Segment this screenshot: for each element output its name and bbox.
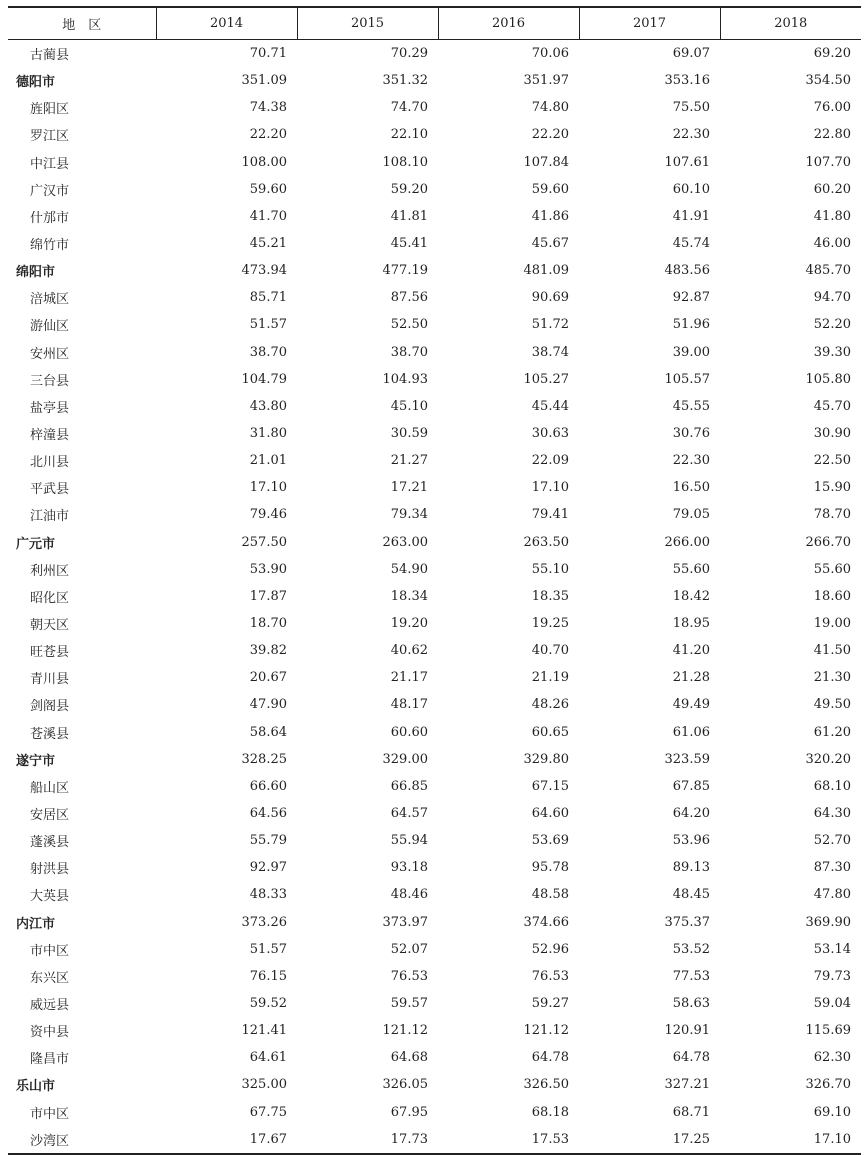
value-cell: 31.80	[249, 426, 287, 442]
value-cell: 76.53	[390, 968, 428, 984]
region-name: 沙湾区	[8, 1126, 156, 1154]
value-cell: 55.60	[813, 561, 851, 577]
county-row	[8, 40, 861, 68]
value-cell: 17.10	[249, 480, 287, 496]
value-cell: 92.97	[249, 860, 287, 876]
value-cell: 53.52	[672, 941, 710, 957]
value-cell: 16.50	[672, 480, 710, 496]
value-cell: 326.05	[382, 1077, 428, 1093]
city-row	[8, 746, 861, 773]
value-cell: 257.50	[241, 534, 287, 550]
region-name: 梓潼县	[30, 428, 70, 444]
value-cell: 108.10	[382, 154, 428, 170]
value-cell: 52.96	[531, 941, 569, 957]
value-cell: 67.75	[249, 1104, 287, 1120]
region-name: 市中区	[30, 1106, 70, 1122]
value-cell: 41.70	[249, 208, 287, 224]
region-name: 旌阳区	[30, 102, 70, 118]
county-row	[8, 501, 861, 528]
value-cell: 17.10	[531, 480, 569, 496]
value-cell: 375.37	[664, 914, 710, 930]
value-cell: 60.60	[390, 724, 428, 740]
value-cell: 19.25	[531, 616, 569, 632]
value-cell: 40.70	[531, 643, 569, 659]
region-name: 剑阁县	[30, 699, 70, 715]
value-cell: 17.21	[390, 480, 428, 496]
value-cell: 79.34	[390, 507, 428, 523]
value-cell: 108.00	[241, 154, 287, 170]
value-cell: 21.01	[249, 453, 287, 469]
value-cell: 41.80	[813, 208, 851, 224]
value-cell: 351.97	[523, 73, 569, 89]
value-cell: 51.57	[249, 317, 287, 333]
region-name: 隆昌市	[30, 1052, 70, 1068]
value-cell: 373.26	[241, 914, 287, 930]
value-cell: 48.58	[531, 887, 569, 903]
region-name: 遂宁市	[16, 753, 56, 769]
county-row	[8, 881, 861, 908]
value-cell: 328.25	[241, 751, 287, 767]
region-name: 青川县	[30, 672, 70, 688]
value-cell: 320.20	[805, 751, 851, 767]
region-name: 游仙区	[30, 319, 70, 335]
county-row	[8, 1126, 861, 1154]
value-cell: 68.71	[672, 1104, 710, 1120]
value-cell: 51.57	[249, 941, 287, 957]
value-cell: 92.87	[672, 290, 710, 306]
county-row	[8, 800, 861, 827]
value-cell: 52.70	[813, 833, 851, 849]
value-cell: 93.18	[390, 860, 428, 876]
value-cell: 70.29	[390, 46, 428, 62]
region-name: 资中县	[30, 1025, 70, 1041]
value-cell: 51.72	[531, 317, 569, 333]
region-name: 苍溪县	[30, 726, 70, 742]
region-name: 威远县	[30, 997, 70, 1013]
value-cell: 38.70	[249, 344, 287, 360]
value-cell: 62.30	[813, 1050, 851, 1066]
value-cell: 68.10	[813, 778, 851, 794]
value-cell: 64.60	[531, 806, 569, 821]
county-row	[8, 474, 861, 501]
county-row	[8, 393, 861, 420]
region-name: 绵竹市	[30, 238, 70, 254]
value-cell: 105.80	[805, 371, 851, 387]
value-cell: 55.94	[390, 833, 428, 849]
value-cell: 121.12	[523, 1023, 569, 1039]
value-cell: 18.34	[390, 588, 428, 604]
value-cell: 49.50	[813, 697, 851, 713]
value-cell: 61.06	[672, 724, 710, 740]
value-cell: 39.82	[249, 643, 287, 659]
region-name: 三台县	[30, 373, 70, 389]
region-name: 罗江区	[30, 129, 70, 145]
value-cell: 22.09	[531, 453, 569, 469]
value-cell: 66.60	[249, 778, 287, 794]
table-body	[8, 40, 861, 1154]
header-year: 2018	[720, 7, 861, 40]
value-cell: 67.95	[390, 1104, 428, 1120]
region-name: 盐亭县	[30, 400, 70, 416]
region-name: 安居区	[30, 808, 70, 823]
value-cell: 17.87	[249, 588, 287, 604]
value-cell: 45.67	[531, 236, 569, 252]
value-cell: 22.30	[672, 127, 710, 143]
value-cell: 59.04	[813, 995, 851, 1011]
value-cell: 53.96	[672, 833, 710, 849]
value-cell: 52.07	[390, 941, 428, 957]
value-cell: 17.10	[720, 1126, 861, 1154]
value-cell: 59.60	[531, 181, 569, 197]
value-cell: 39.30	[813, 344, 851, 360]
value-cell: 21.27	[390, 453, 428, 469]
value-cell: 74.70	[390, 100, 428, 116]
county-row	[8, 990, 861, 1017]
value-cell: 59.57	[390, 995, 428, 1011]
county-row	[8, 1098, 861, 1125]
value-cell: 69.20	[813, 46, 851, 62]
value-cell: 17.73	[297, 1126, 438, 1154]
region-name: 东兴区	[30, 970, 70, 986]
value-cell: 64.56	[249, 806, 287, 821]
value-cell: 351.32	[382, 73, 428, 89]
region-name: 德阳市	[16, 75, 56, 91]
county-row	[8, 284, 861, 311]
value-cell: 104.79	[241, 371, 287, 387]
value-cell: 325.00	[241, 1077, 287, 1093]
value-cell: 47.90	[249, 697, 287, 713]
value-cell: 59.60	[249, 181, 287, 197]
region-name: 安州区	[30, 346, 70, 362]
value-cell: 85.71	[249, 290, 287, 306]
value-cell: 323.59	[664, 751, 710, 767]
value-cell: 52.20	[813, 317, 851, 333]
value-cell: 78.70	[813, 507, 851, 523]
value-cell: 41.20	[672, 643, 710, 659]
value-cell: 55.60	[672, 561, 710, 577]
value-cell: 30.76	[672, 426, 710, 442]
region-name: 蓬溪县	[30, 835, 70, 851]
value-cell: 22.10	[390, 127, 428, 143]
value-cell: 22.50	[813, 453, 851, 469]
value-cell: 51.96	[672, 317, 710, 333]
value-cell: 483.56	[664, 263, 710, 279]
value-cell: 21.28	[672, 670, 710, 686]
value-cell: 15.90	[813, 480, 851, 496]
value-cell: 53.14	[813, 941, 851, 957]
value-cell: 45.10	[390, 398, 428, 414]
value-cell: 76.15	[249, 968, 287, 984]
county-row	[8, 556, 861, 583]
region-name: 朝天区	[30, 618, 70, 634]
header-region: 地 区	[8, 7, 156, 40]
value-cell: 64.30	[813, 806, 851, 821]
value-cell: 121.41	[241, 1023, 287, 1039]
value-cell: 58.64	[249, 724, 287, 740]
value-cell: 20.67	[249, 670, 287, 686]
value-cell: 45.44	[531, 398, 569, 414]
region-name: 利州区	[30, 563, 70, 579]
region-name: 船山区	[30, 780, 70, 796]
value-cell: 18.42	[672, 588, 710, 604]
value-cell: 52.50	[390, 317, 428, 333]
county-row	[8, 963, 861, 990]
county-row	[8, 230, 861, 257]
region-name: 什邡市	[30, 210, 70, 226]
value-cell: 107.61	[664, 154, 710, 170]
value-cell: 58.63	[672, 995, 710, 1011]
value-cell: 22.30	[672, 453, 710, 469]
value-cell: 55.79	[249, 833, 287, 849]
city-row	[8, 909, 861, 936]
value-cell: 107.84	[523, 154, 569, 170]
value-cell: 55.10	[531, 561, 569, 577]
value-cell: 64.61	[249, 1050, 287, 1066]
value-cell: 47.80	[813, 887, 851, 903]
region-name: 市中区	[30, 943, 70, 959]
region-name: 绵阳市	[16, 265, 56, 281]
county-row	[8, 203, 861, 230]
county-row	[8, 583, 861, 610]
value-cell: 329.00	[382, 751, 428, 767]
header-year: 2016	[438, 7, 579, 40]
value-cell: 115.69	[805, 1023, 851, 1039]
value-cell: 17.25	[579, 1126, 720, 1154]
county-row	[8, 773, 861, 800]
value-cell: 90.69	[531, 290, 569, 306]
county-row	[8, 420, 861, 447]
county-row	[8, 664, 861, 691]
region-name: 江油市	[30, 509, 70, 525]
value-cell: 18.60	[813, 588, 851, 604]
value-cell: 76.53	[531, 968, 569, 984]
county-row	[8, 827, 861, 854]
region-name: 内江市	[16, 916, 56, 932]
value-cell: 59.27	[531, 995, 569, 1011]
population-table	[8, 6, 861, 1155]
value-cell: 45.70	[813, 398, 851, 414]
region-name: 古蔺县	[30, 48, 70, 64]
value-cell: 64.78	[672, 1050, 710, 1066]
value-cell: 67.15	[531, 778, 569, 794]
value-cell: 41.91	[672, 208, 710, 224]
value-cell: 17.67	[156, 1126, 297, 1154]
region-name: 北川县	[30, 455, 70, 471]
county-row	[8, 94, 861, 121]
value-cell: 18.95	[672, 616, 710, 632]
value-cell: 94.70	[813, 290, 851, 306]
value-cell: 18.70	[249, 616, 287, 632]
value-cell: 266.00	[664, 534, 710, 550]
value-cell: 59.20	[390, 181, 428, 197]
value-cell: 373.97	[382, 914, 428, 930]
value-cell: 353.16	[664, 73, 710, 89]
value-cell: 481.09	[523, 263, 569, 279]
city-row	[8, 1071, 861, 1098]
value-cell: 266.70	[805, 534, 851, 550]
region-name: 射洪县	[30, 862, 70, 878]
value-cell: 66.85	[390, 778, 428, 794]
value-cell: 41.86	[531, 208, 569, 224]
county-row	[8, 1044, 861, 1071]
value-cell: 68.18	[531, 1104, 569, 1120]
header-year: 2015	[297, 7, 438, 40]
value-cell: 369.90	[805, 914, 851, 930]
value-cell: 18.35	[531, 588, 569, 604]
value-cell: 354.50	[805, 73, 851, 89]
value-cell: 77.53	[672, 968, 710, 984]
value-cell: 39.00	[672, 344, 710, 360]
value-cell: 326.70	[805, 1077, 851, 1093]
region-name: 大英县	[30, 889, 70, 905]
value-cell: 485.70	[805, 263, 851, 279]
region-name: 中江县	[30, 156, 70, 172]
value-cell: 327.21	[664, 1077, 710, 1093]
value-cell: 40.62	[390, 643, 428, 659]
region-name: 平武县	[30, 482, 70, 498]
value-cell: 87.30	[813, 860, 851, 876]
county-row	[8, 121, 861, 148]
value-cell: 54.90	[390, 561, 428, 577]
value-cell: 21.17	[390, 670, 428, 686]
value-cell: 477.19	[382, 263, 428, 279]
value-cell: 45.55	[672, 398, 710, 414]
value-cell: 351.09	[241, 73, 287, 89]
value-cell: 105.27	[523, 371, 569, 387]
county-row	[8, 311, 861, 338]
value-cell: 46.00	[813, 236, 851, 252]
value-cell: 19.20	[390, 616, 428, 632]
value-cell: 329.80	[523, 751, 569, 767]
region-name: 乐山市	[16, 1079, 56, 1095]
value-cell: 64.68	[390, 1050, 428, 1066]
value-cell: 69.07	[672, 46, 710, 62]
value-cell: 75.50	[672, 100, 710, 116]
value-cell: 104.93	[382, 371, 428, 387]
county-row	[8, 1017, 861, 1044]
value-cell: 60.20	[813, 181, 851, 197]
value-cell: 45.41	[390, 236, 428, 252]
city-row	[8, 67, 861, 94]
region-name: 广汉市	[30, 183, 70, 199]
value-cell: 53.69	[531, 833, 569, 849]
value-cell: 48.45	[672, 887, 710, 903]
value-cell: 70.71	[249, 46, 287, 62]
value-cell: 38.70	[390, 344, 428, 360]
region-name: 涪城区	[30, 292, 70, 308]
city-row	[8, 257, 861, 284]
value-cell: 60.65	[531, 724, 569, 740]
value-cell: 79.05	[672, 507, 710, 523]
value-cell: 21.19	[531, 670, 569, 686]
value-cell: 48.17	[390, 697, 428, 713]
value-cell: 89.13	[672, 860, 710, 876]
county-row	[8, 854, 861, 881]
value-cell: 49.49	[672, 697, 710, 713]
value-cell: 22.80	[813, 127, 851, 143]
county-row	[8, 447, 861, 474]
value-cell: 79.41	[531, 507, 569, 523]
value-cell: 79.73	[813, 968, 851, 984]
value-cell: 87.56	[390, 290, 428, 306]
value-cell: 121.12	[382, 1023, 428, 1039]
value-cell: 48.46	[390, 887, 428, 903]
value-cell: 30.59	[390, 426, 428, 442]
header-year: 2014	[156, 7, 297, 40]
value-cell: 326.50	[523, 1077, 569, 1093]
value-cell: 41.81	[390, 208, 428, 224]
value-cell: 473.94	[241, 263, 287, 279]
value-cell: 30.63	[531, 426, 569, 442]
county-row	[8, 637, 861, 664]
value-cell: 19.00	[813, 616, 851, 632]
value-cell: 95.78	[531, 860, 569, 876]
value-cell: 48.33	[249, 887, 287, 903]
value-cell: 43.80	[249, 398, 287, 414]
value-cell: 45.21	[249, 236, 287, 252]
value-cell: 76.00	[813, 100, 851, 116]
value-cell: 64.57	[390, 806, 428, 821]
value-cell: 60.10	[672, 181, 710, 197]
value-cell: 105.57	[664, 371, 710, 387]
header-year: 2017	[579, 7, 720, 40]
region-name: 广元市	[16, 536, 56, 552]
value-cell: 263.50	[523, 534, 569, 550]
header-row	[8, 7, 861, 40]
value-cell: 41.50	[813, 643, 851, 659]
value-cell: 263.00	[382, 534, 428, 550]
table-header	[8, 7, 861, 40]
county-row	[8, 339, 861, 366]
value-cell: 70.06	[531, 46, 569, 62]
county-row	[8, 719, 861, 746]
county-row	[8, 366, 861, 393]
value-cell: 64.20	[672, 806, 710, 821]
county-row	[8, 936, 861, 963]
value-cell: 64.78	[531, 1050, 569, 1066]
value-cell: 374.66	[523, 914, 569, 930]
value-cell: 67.85	[672, 778, 710, 794]
value-cell: 61.20	[813, 724, 851, 740]
value-cell: 21.30	[813, 670, 851, 686]
value-cell: 22.20	[249, 127, 287, 143]
value-cell: 74.80	[531, 100, 569, 116]
county-row	[8, 691, 861, 718]
county-row	[8, 176, 861, 203]
value-cell: 59.52	[249, 995, 287, 1011]
region-name: 昭化区	[30, 590, 70, 606]
value-cell: 120.91	[664, 1023, 710, 1039]
value-cell: 30.90	[813, 426, 851, 442]
county-row	[8, 610, 861, 637]
value-cell: 79.46	[249, 507, 287, 523]
county-row	[8, 149, 861, 176]
city-row	[8, 529, 861, 556]
value-cell: 107.70	[805, 154, 851, 170]
value-cell: 22.20	[531, 127, 569, 143]
region-name: 旺苍县	[30, 645, 70, 661]
value-cell: 74.38	[249, 100, 287, 116]
value-cell: 45.74	[672, 236, 710, 252]
value-cell: 17.53	[438, 1126, 579, 1154]
value-cell: 48.26	[531, 697, 569, 713]
value-cell: 53.90	[249, 561, 287, 577]
value-cell: 38.74	[531, 344, 569, 360]
value-cell: 69.10	[813, 1104, 851, 1120]
